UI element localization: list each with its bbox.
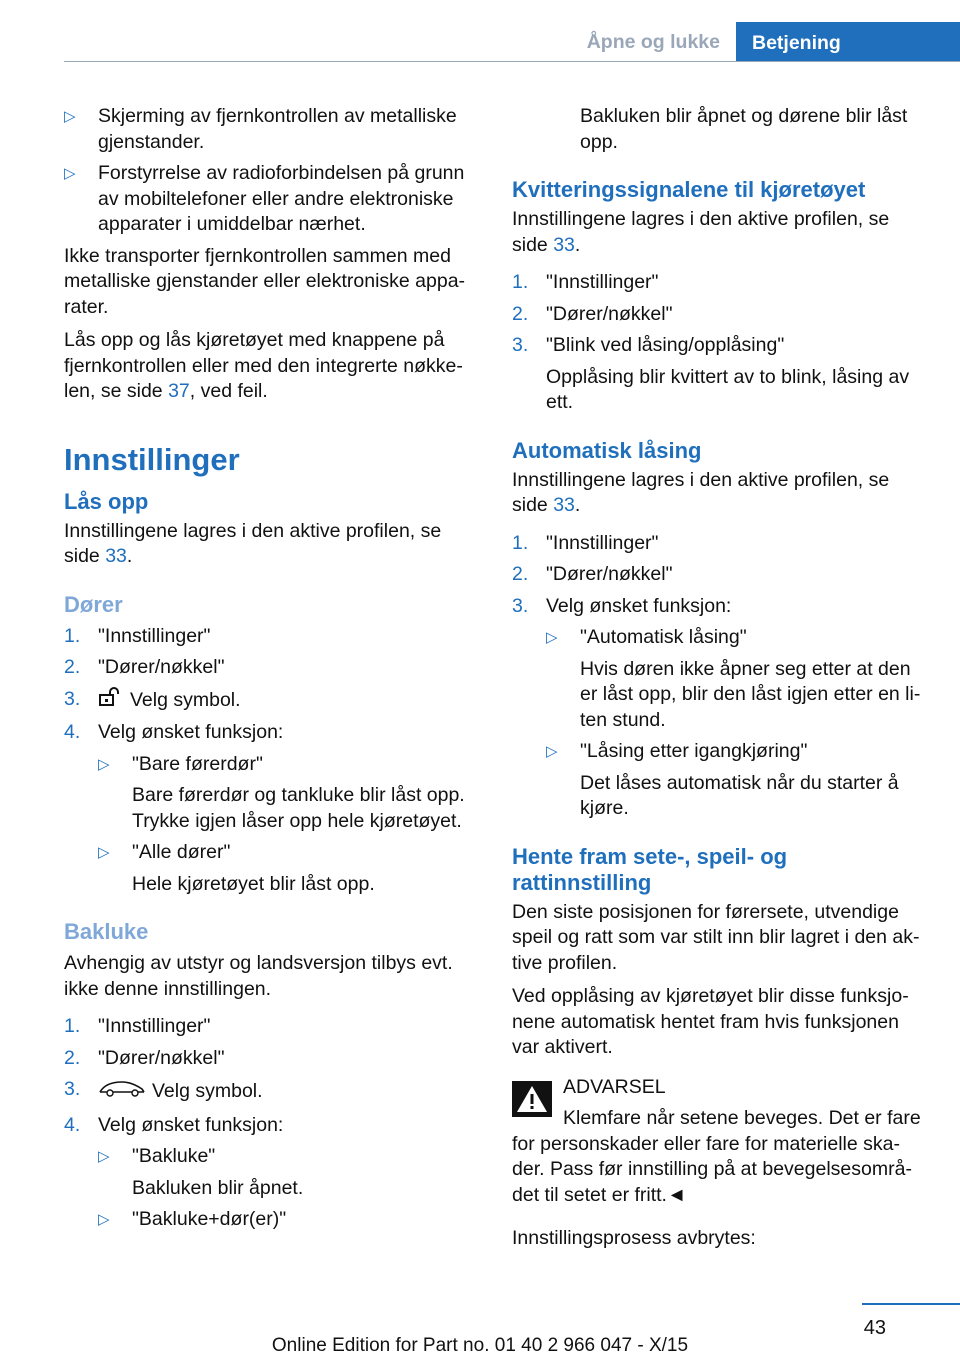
subsection-title: Kvitteringssignalene til kjøretøyet [512, 177, 866, 202]
warning-title: ADVARSEL [563, 1075, 666, 1098]
option-list [512, 625, 928, 822]
subheading: Bakluke [64, 919, 149, 944]
step-item: 3. "Blink ved låsing/opplåsing" [512, 334, 785, 356]
option-desc: Hele kjøretøyet blir låst opp. [132, 872, 375, 895]
step-desc: Opplåsing blir kvittert av to blink, låsing av ett. [546, 365, 910, 413]
step-item: 1. "Innstillinger" [64, 1015, 211, 1037]
paragraph: Ikke transporter fjernkontrollen sammen med metalliske gjenstander eller elektroniske appa-rater. [64, 244, 466, 318]
bullet-item: ▷ Skjerming av fjernkontrollen av metalliske gjenstander. [64, 105, 457, 153]
bullet-triangle-icon: ▷ [546, 743, 558, 760]
option-list [64, 1144, 478, 1233]
paragraph: Innstillingene lagres i den aktive profilen, se side 33. [512, 208, 890, 256]
step-item: 4. Velg ønsket funksjon: [64, 721, 284, 743]
paragraph: Den siste posisjonen for førersete, utvendige speil og ratt som var stilt inn blir lagret i den ak-tive profilen. [512, 900, 920, 974]
paragraph: Avhengig av utstyr og landsversjon tilbys evt. ikke denne innstillingen. [64, 952, 453, 1000]
step-item: 4. Velg ønsket funksjon: [64, 1113, 284, 1136]
option-desc: Bakluken blir åpnet. [132, 1176, 304, 1199]
section-title: Innstillinger [64, 441, 240, 477]
page-link[interactable]: 33 [553, 233, 575, 256]
header-chapter: Betjening [736, 22, 960, 61]
subsection-title: Hente fram sete-, speil- og rattinnstilling [512, 843, 788, 895]
header-section: Åpne og lukke [586, 31, 720, 53]
step-item: 3. Velg ønsket funksjon: [512, 594, 732, 617]
car-tailgate-icon [98, 1077, 146, 1107]
step-item: 1. "Innstillinger" [512, 271, 659, 293]
bullet-triangle-icon: ▷ [546, 629, 558, 646]
page-link[interactable]: 33 [553, 494, 575, 516]
paragraph: Innstillingene lagres i den aktive profilen, se side 33. [512, 468, 890, 516]
warning-triangle-icon [512, 1081, 552, 1117]
option-item: ▷ "Bakluke" [98, 1144, 478, 1170]
header-rule [64, 61, 960, 62]
step-item: 3. Velg symbol. [64, 1077, 478, 1107]
continued-text: Bakluken blir åpnet og dørene blir låst opp. [580, 105, 908, 153]
option-item: ▷ "Låsing etter igangkjøring" [546, 739, 928, 765]
paragraph: Ved opplåsing av kjøretøyet blir disse funksjo-nene automatisk hentet fram hvis funksjonen var aktivert. [512, 985, 909, 1058]
page-number-rule [862, 1303, 960, 1305]
bullet-triangle-icon: ▷ [98, 1211, 110, 1228]
option-desc: Hvis døren ikke åpner seg etter at den er låst opp, blir den låst igjen etter en li-ten stund. [580, 657, 921, 731]
subsection-title: Lås opp [64, 488, 149, 514]
bullet-triangle-icon: ▷ [64, 165, 76, 182]
step-item: 3. Velg symbol. [64, 687, 478, 715]
subheading: Dører [64, 591, 123, 617]
bullet-triangle-icon: ▷ [98, 844, 110, 861]
right-column [512, 104, 928, 1260]
step-item: 1. "Innstillinger" [512, 531, 659, 554]
step-item: 2. "Dører/nøkkel" [512, 563, 673, 585]
paragraph: Lås opp og lås kjøretøyet med knappene på fjernkontrollen eller med den integrerte nøkke-len, se side 37, ved feil. [64, 329, 463, 402]
page-number: 43 [863, 1317, 886, 1339]
left-column [64, 104, 478, 1239]
warning-text: Klemfare når setene beveges. Det er fare for personskader eller fare for materielle ska-der. Pass før innstilling på at bevegelsesområ-det til setet er fritt.◄ [512, 1107, 921, 1206]
option-item: ▷ "Alle dører" [98, 840, 478, 866]
subsection-title: Automatisk låsing [512, 437, 702, 463]
option-item: ▷ "Bare førerdør" [98, 752, 478, 778]
step-item: 2. "Dører/nøkkel" [64, 656, 225, 678]
bullet-triangle-icon: ▷ [64, 108, 76, 125]
step-item: 1. "Innstillinger" [64, 624, 211, 647]
warning-block [512, 1075, 928, 1209]
bullet-triangle-icon: ▷ [98, 755, 110, 773]
footer-edition: Online Edition for Part no. 01 40 2 966 047 - X/15 [271, 1335, 689, 1356]
option-item: ▷ "Automatisk låsing" [546, 625, 928, 651]
option-desc: Bare førerdør og tankluke blir låst opp. Trykke igjen låser opp hele kjøretøyet. [132, 784, 465, 832]
bullet-item: ▷ Forstyrrelse av radioforbindelsen på grunn av mobiltelefoner eller andre elektroniske apparater i umiddelbar nærhet. [64, 162, 465, 235]
page-link[interactable]: 33 [105, 545, 127, 567]
paragraph: Innstillingene lagres i den aktive profilen, se side 33. [64, 519, 442, 567]
option-item: ▷ "Bakluke+dør(er)" [98, 1207, 478, 1233]
option-desc: Det låses automatisk når du starter å kjøre. [580, 771, 899, 819]
unlock-icon [98, 687, 124, 715]
paragraph: Innstillingsprosess avbrytes: [512, 1227, 756, 1249]
step-item: 2. "Dører/nøkkel" [64, 1046, 225, 1069]
option-list [64, 752, 478, 898]
bullet-triangle-icon: ▷ [98, 1148, 110, 1165]
page-link[interactable]: 37 [168, 380, 190, 402]
step-item: 2. "Dører/nøkkel" [512, 302, 673, 325]
